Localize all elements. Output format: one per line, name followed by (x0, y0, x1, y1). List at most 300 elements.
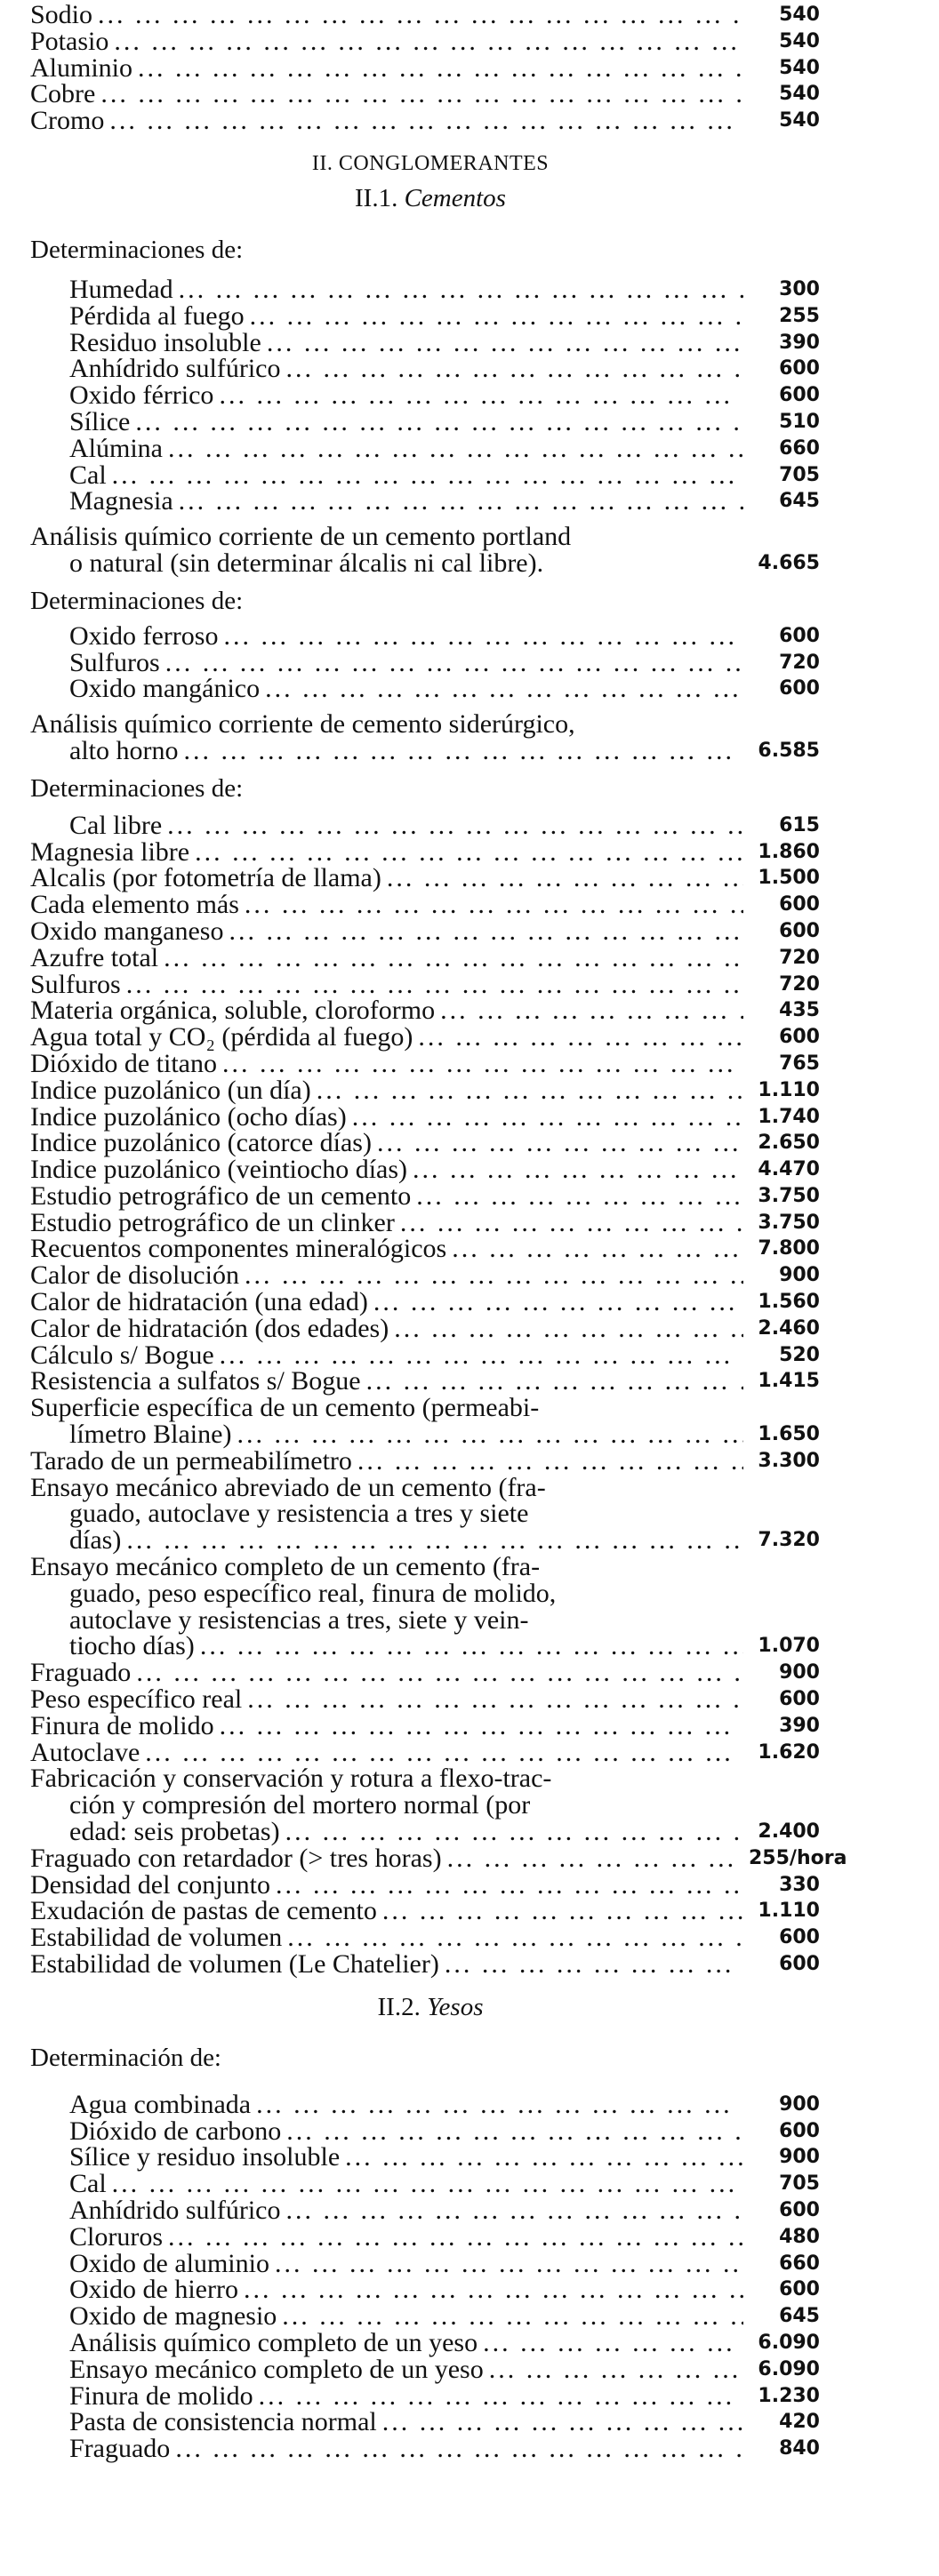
dot-leader (145, 1740, 743, 1766)
dot-leader (256, 2092, 743, 2118)
item-price: 765 (779, 1052, 820, 1075)
item-label: Oxido de hierro (69, 2275, 238, 2305)
price-row (30, 488, 820, 515)
price-row (30, 1207, 820, 1237)
price-row (30, 1710, 820, 1740)
dot-leader (400, 1210, 743, 1236)
price-row (30, 1843, 847, 1873)
dot-leader (247, 1686, 743, 1713)
dot-leader (200, 1633, 743, 1660)
item-price: 900 (779, 2146, 820, 2169)
price-row (30, 969, 820, 999)
item-price: 615 (779, 813, 820, 836)
item-label: días) (69, 1525, 122, 1556)
price-row (30, 550, 820, 577)
dot-leader (352, 1104, 743, 1131)
item-label: Residuo insoluble (69, 327, 261, 357)
dot-leader (394, 1316, 743, 1342)
price-row (30, 918, 820, 945)
dot-leader (489, 2356, 743, 2383)
price-row (30, 2197, 820, 2224)
price-row (30, 2380, 820, 2411)
item-price: 540 (779, 29, 820, 52)
portland-analysis (30, 524, 820, 577)
multi-line-item (30, 1554, 820, 1660)
price-row (30, 1660, 820, 1686)
cement-ferrous-list (30, 620, 937, 704)
item-price: 4.665 (758, 551, 820, 574)
dot-leader (229, 918, 743, 945)
paragraph-line: guado, peso específico real, finura de molido, (69, 1578, 557, 1608)
price-row (30, 1180, 820, 1211)
item-label: Calor de hidratación (una edad) (30, 1287, 368, 1317)
dot-leader (382, 2409, 743, 2436)
item-price: 7.320 (758, 1529, 820, 1552)
paragraph-line: guado, autoclave y resistencia a tres y siete (69, 1499, 529, 1529)
paragraph-line: Fabricación y conservación y rotura a flexo-trac- (30, 1764, 552, 1794)
item-label: Análisis químico completo de un yeso (69, 2327, 478, 2357)
item-price: 1.500 (758, 867, 820, 890)
price-row (30, 81, 820, 108)
multi-line-item (30, 1472, 820, 1556)
item-price: 2.400 (758, 1820, 820, 1844)
price-row (30, 433, 820, 463)
price-row (30, 836, 820, 867)
price-row (30, 2171, 820, 2197)
item-label: Sílice y residuo insoluble (69, 2142, 341, 2172)
item-price: 600 (779, 1926, 820, 1949)
dot-leader (483, 2330, 743, 2356)
determinations-label: Determinaciones de: (30, 235, 244, 264)
item-label: Oxido ferroso (69, 620, 219, 651)
price-row (30, 1737, 820, 1767)
paragraph-line: ción y compresión del mortero normal (por (69, 1790, 531, 1820)
paragraph-line: Ensayo mecánico completo de un cemento (fra- (30, 1552, 541, 1582)
item-price: 1.415 (758, 1370, 820, 1393)
item-label: Cal (69, 2169, 107, 2199)
dot-leader (179, 488, 743, 515)
price-row (30, 1342, 820, 1369)
item-price: 600 (779, 384, 820, 407)
section-heading: II. CONGLOMERANTES (311, 151, 550, 175)
item-label: Fraguado (69, 2434, 171, 2464)
dot-leader (126, 1527, 743, 1554)
price-row (30, 1445, 820, 1476)
item-price: 540 (779, 83, 820, 106)
price-row (30, 676, 820, 702)
item-price: 600 (779, 1688, 820, 1711)
item-price: 600 (779, 893, 820, 916)
item-price: 1.110 (758, 1900, 820, 1923)
item-price: 600 (779, 2119, 820, 2142)
dot-leader (223, 623, 743, 650)
item-label: Tarado de un permeabilímetro (30, 1445, 352, 1476)
price-row (30, 2, 820, 28)
item-label: Cromo (30, 106, 105, 136)
dot-leader (167, 812, 743, 839)
item-price: 435 (779, 999, 820, 1022)
paragraph-line: Superficie específica de un cemento (permeabi- (30, 1393, 540, 1423)
dot-leader (287, 1924, 743, 1951)
item-price: 645 (779, 490, 820, 513)
price-row (30, 406, 820, 436)
subsection-number: II.2. (377, 1992, 421, 2021)
dot-leader (164, 945, 743, 972)
dot-leader (285, 2197, 743, 2224)
price-row (30, 865, 820, 892)
dot-leader (265, 676, 743, 702)
item-price: 900 (779, 2092, 820, 2116)
price-row (30, 1024, 820, 1051)
item-price: 540 (779, 56, 820, 79)
dot-leader (237, 1421, 743, 1448)
determinations-label: Determinaciones de: (30, 773, 244, 803)
price-row (30, 1368, 820, 1395)
item-price: 705 (779, 2172, 820, 2196)
price-row (30, 2221, 820, 2252)
item-price: 720 (779, 972, 820, 996)
dot-leader (285, 356, 743, 382)
dot-leader (195, 839, 743, 866)
dot-leader (245, 892, 743, 918)
subsection-title: Cementos (404, 183, 506, 212)
item-label: Cobre (30, 79, 96, 109)
dot-leader (276, 1872, 743, 1899)
item-label: Estabilidad de volumen (Le Chatelier) (30, 1949, 439, 1979)
item-price: 600 (779, 357, 820, 380)
item-label: Cálculo s/ Bogue (30, 1340, 214, 1370)
price-row (30, 382, 820, 409)
item-label: Alúmina (69, 433, 163, 463)
item-label: Anhídrido sulfúrico (69, 2195, 281, 2225)
dot-leader (416, 1183, 743, 1210)
price-row (30, 942, 820, 972)
item-label: Finura de molido (30, 1710, 214, 1740)
item-price: 840 (779, 2437, 820, 2460)
price-row (30, 892, 820, 918)
subsection-number: II.1. (355, 183, 398, 212)
dot-leader (275, 2251, 743, 2277)
price-row (30, 2409, 820, 2436)
dot-leader (138, 55, 743, 82)
item-price: 390 (779, 331, 820, 354)
dot-leader (179, 276, 743, 303)
item-label: Azufre total (30, 942, 159, 972)
item-label: límetro Blaine) (69, 1420, 232, 1450)
dot-leader (112, 2171, 743, 2197)
dot-leader (244, 2276, 743, 2303)
subsection-title: Yesos (427, 1992, 484, 2021)
paragraph-line: autoclave y resistencias a tres, siete y vein- (69, 1604, 529, 1635)
item-label: Oxido de aluminio (69, 2248, 269, 2278)
dot-leader (259, 2383, 743, 2410)
dot-leader (112, 462, 743, 489)
price-row (30, 1048, 820, 1078)
siderurgic-analysis (30, 711, 820, 764)
item-price: 600 (779, 677, 820, 700)
item-price: 720 (779, 946, 820, 969)
price-row (30, 28, 820, 55)
item-price: 705 (779, 463, 820, 486)
price-row (30, 2089, 820, 2119)
item-price: 420 (779, 2411, 820, 2434)
item-label: Humedad (69, 274, 173, 304)
item-label: Estudio petrográfico de un cemento (30, 1180, 412, 1211)
item-price: 6.585 (758, 739, 820, 762)
item-price: 600 (779, 624, 820, 647)
dot-leader (168, 2224, 743, 2251)
dot-leader (366, 1368, 743, 1395)
item-label: Agua total y CO₂ (pérdida al fuego) (30, 1022, 413, 1052)
item-label: alto horno (69, 735, 179, 765)
dot-leader (109, 108, 743, 134)
item-label: Cada elemento más (30, 890, 239, 920)
price-row (30, 2276, 820, 2303)
item-label: Materia orgánica, soluble, cloroformo (30, 996, 436, 1026)
dot-leader (418, 1024, 743, 1051)
item-price: 1.620 (758, 1740, 820, 1764)
item-price: 660 (779, 2252, 820, 2275)
dot-leader (100, 81, 743, 108)
item-price: 480 (779, 2225, 820, 2248)
item-price: 720 (779, 651, 820, 674)
dot-leader (377, 1130, 743, 1156)
item-price: 6.090 (758, 2357, 820, 2380)
price-row (30, 108, 820, 134)
item-price: 540 (779, 4, 820, 26)
price-row (30, 620, 820, 651)
item-label: Autoclave (30, 1737, 140, 1767)
item-label: Pasta de consistencia normal (69, 2407, 377, 2437)
subsection-heading (30, 180, 831, 221)
item-label: edad: seis probetas) (69, 1817, 280, 1847)
dot-leader (114, 28, 743, 55)
item-price: 7.800 (758, 1237, 820, 1260)
dot-leader (250, 303, 743, 330)
item-label: Dióxido de carbono (69, 2116, 282, 2146)
item-price: 255/hora (749, 1846, 847, 1869)
dot-leader (98, 2, 743, 28)
item-price: 300 (779, 277, 820, 300)
price-row (30, 1421, 820, 1448)
price-row (30, 735, 820, 765)
item-label: o natural (sin determinar álcalis ni cal libre). (69, 548, 544, 578)
multi-line-item (30, 1395, 820, 1448)
item-label: Cal libre (69, 810, 163, 840)
dot-leader (135, 409, 743, 436)
item-price: 4.470 (758, 1158, 820, 1181)
item-price: 520 (779, 1343, 820, 1366)
price-row (30, 1633, 820, 1660)
dot-leader (382, 1898, 743, 1924)
item-price: 600 (779, 1026, 820, 1049)
dot-leader (285, 1819, 743, 1845)
dot-leader (452, 1236, 743, 1262)
item-label: Pérdida al fuego (69, 300, 245, 331)
item-label: Peso específico real (30, 1684, 243, 1715)
item-label: Sodio (30, 0, 93, 29)
price-row (30, 1527, 820, 1554)
item-price: 3.750 (758, 1211, 820, 1234)
item-label: Indice puzolánico (ocho días) (30, 1101, 347, 1132)
dot-leader (168, 436, 743, 462)
dot-leader (440, 997, 743, 1024)
paragraph-line: Análisis químico corriente de un cemento portland (30, 522, 572, 552)
dot-leader (445, 1951, 743, 1978)
item-price: 2.650 (758, 1132, 820, 1155)
item-price: 1.110 (758, 1078, 820, 1101)
dot-leader (222, 1051, 743, 1077)
paragraph-line: Análisis químico corriente de cemento siderúrgico, (30, 709, 575, 740)
price-row (30, 1951, 820, 1978)
item-label: Sulfuros (30, 969, 121, 999)
item-label: Calor de disolución (30, 1260, 239, 1291)
item-price: 510 (779, 410, 820, 433)
price-row (30, 2356, 820, 2383)
item-label: Agua combinada (69, 2089, 252, 2119)
price-row (30, 1262, 820, 1289)
item-price: 540 (779, 109, 820, 132)
dot-leader (183, 738, 743, 764)
item-price: 1.070 (758, 1635, 820, 1658)
price-row (30, 997, 820, 1024)
dot-leader (447, 1845, 742, 1872)
item-label: Calor de hidratación (dos edades) (30, 1313, 389, 1343)
item-label: Estabilidad de volumen (30, 1923, 283, 1953)
subsection-heading (30, 1983, 831, 2031)
item-label: Fraguado (30, 1658, 132, 1688)
item-price: 1.650 (758, 1423, 820, 1446)
item-label: Ensayo mecánico completo de un yeso (69, 2354, 484, 2384)
item-price: 390 (779, 1714, 820, 1737)
determinations-label: Determinación de: (30, 2043, 221, 2072)
cement-advanced-list (30, 812, 937, 1978)
price-row (30, 812, 820, 839)
price-row (30, 2327, 820, 2357)
dot-leader (413, 1156, 743, 1183)
item-price: 600 (779, 919, 820, 942)
dot-leader (286, 2118, 743, 2145)
dot-leader (282, 2303, 743, 2330)
item-price: 3.300 (758, 1449, 820, 1472)
item-label: Oxido férrico (69, 380, 214, 411)
price-row (30, 1289, 820, 1316)
item-price: 660 (779, 436, 820, 460)
item-label: Magnesia libre (30, 836, 190, 867)
price-row (30, 2118, 820, 2145)
item-label: Anhídrido sulfúrico (69, 354, 281, 384)
item-price: 600 (779, 1953, 820, 1975)
item-label: Fraguado con retardador (> tres horas) (30, 1843, 442, 1873)
item-price: 1.560 (758, 1291, 820, 1314)
dot-leader (220, 1342, 743, 1369)
price-row (30, 327, 820, 357)
dot-leader (245, 1262, 743, 1289)
dot-leader (345, 2144, 743, 2171)
price-row (30, 2436, 820, 2462)
price-row (30, 1869, 820, 1900)
price-row (30, 300, 820, 331)
item-price: 1.230 (758, 2384, 820, 2407)
price-row (30, 1236, 820, 1262)
item-label: Oxido manganeso (30, 916, 224, 946)
item-label: Indice puzolánico (un día) (30, 1075, 311, 1105)
item-price: 900 (779, 1661, 820, 1684)
item-label: Exudación de pastas de cemento (30, 1896, 377, 1926)
price-list-page (30, 2, 937, 2462)
dot-leader (317, 1077, 743, 1104)
item-label: Sílice (69, 406, 131, 436)
item-price: 600 (779, 2198, 820, 2221)
dot-leader (126, 972, 743, 998)
dot-leader (175, 2436, 743, 2462)
item-price: 900 (779, 1264, 820, 1287)
item-label: Potasio (30, 26, 109, 56)
price-row (30, 1130, 820, 1156)
price-row (30, 1686, 820, 1713)
item-label: Resistencia a sulfatos s/ Bogue (30, 1366, 361, 1396)
price-row (30, 2303, 820, 2330)
dot-leader (373, 1289, 743, 1316)
price-row (30, 1313, 820, 1343)
item-price: 1.740 (758, 1105, 820, 1128)
item-label: Cloruros (69, 2221, 163, 2252)
elements-list (30, 2, 937, 134)
dot-leader (387, 865, 743, 892)
price-row (30, 52, 820, 83)
price-row (30, 1819, 820, 1845)
item-label: Cal (69, 460, 107, 490)
multi-line-item (30, 1764, 820, 1847)
item-label: Recuentos componentes mineralógicos (30, 1234, 447, 1264)
item-price: 6.090 (758, 2331, 820, 2354)
dot-leader (220, 1713, 743, 1740)
item-price: 255 (779, 304, 820, 327)
price-row (30, 1156, 820, 1183)
price-row (30, 1898, 820, 1924)
item-label: Densidad del conjunto (30, 1869, 270, 1900)
item-label: Indice puzolánico (catorce días) (30, 1128, 372, 1158)
price-row (30, 1924, 820, 1951)
item-price: 2.460 (758, 1316, 820, 1340)
item-label: Sulfuros (69, 647, 160, 677)
price-row (30, 1101, 820, 1132)
item-label: Indice puzolánico (veintiocho días) (30, 1155, 408, 1185)
price-row (30, 356, 820, 382)
yesos-list (30, 2089, 937, 2464)
item-label: Finura de molido (69, 2380, 253, 2411)
item-price: 3.750 (758, 1184, 820, 1207)
dot-leader (357, 1448, 743, 1475)
item-price: 1.860 (758, 840, 820, 863)
dot-leader (267, 330, 743, 356)
paragraph-line: Ensayo mecánico abreviado de un cemento (fra- (30, 1472, 546, 1502)
price-row (30, 2144, 820, 2171)
price-row (30, 462, 820, 489)
price-row (30, 1077, 820, 1104)
item-label: Magnesia (69, 486, 173, 516)
price-row (30, 276, 820, 303)
price-row (30, 647, 820, 677)
price-row (30, 2248, 820, 2278)
item-label: Oxido mangánico (69, 674, 261, 704)
cement-basic-list (30, 276, 937, 515)
item-label: Dióxido de titano (30, 1048, 217, 1078)
dot-leader (219, 382, 743, 409)
item-price: 645 (779, 2305, 820, 2328)
item-price: 330 (779, 1873, 820, 1896)
item-label: Alcalis (por fotometría de llama) (30, 863, 381, 893)
